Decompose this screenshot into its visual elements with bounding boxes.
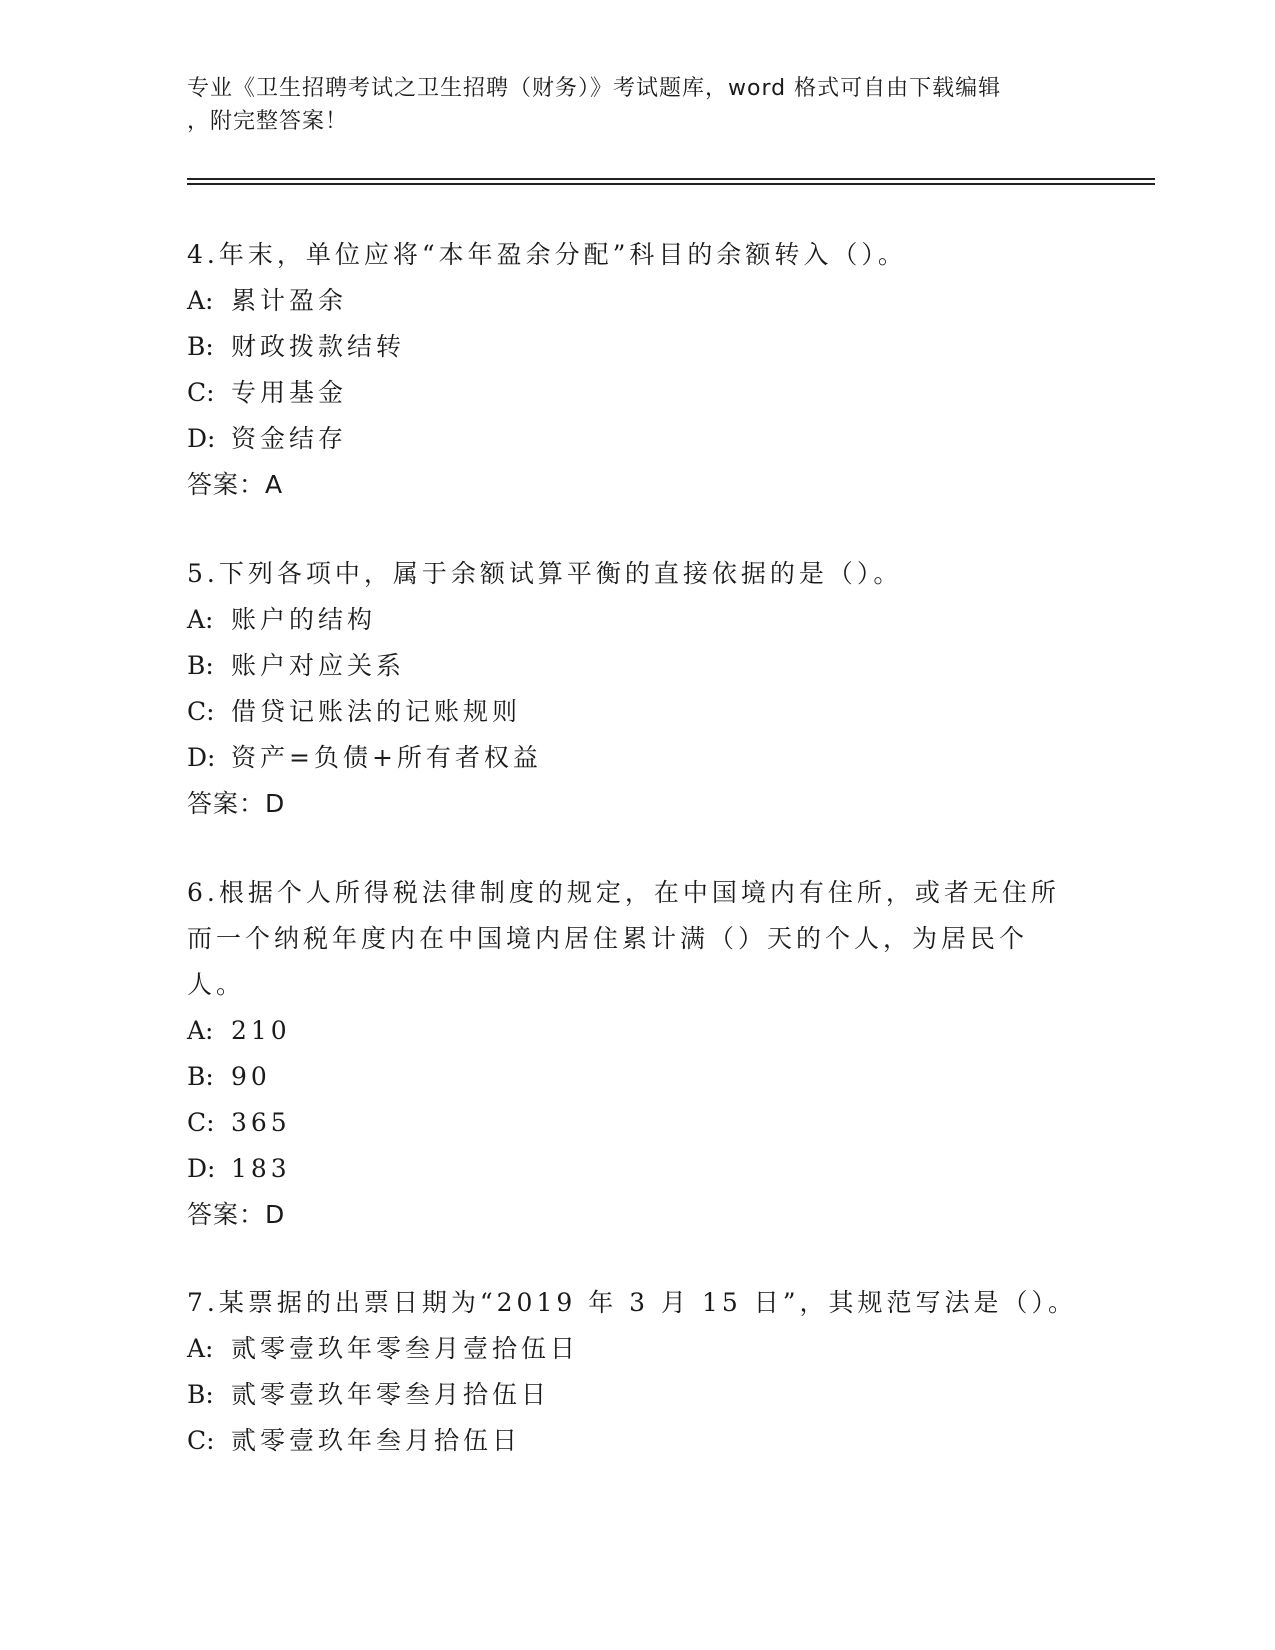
- option-letter: A:: [187, 1334, 214, 1363]
- header-rule-bottom: [187, 183, 1155, 185]
- option-c: [187, 689, 1087, 735]
- option-letter: A:: [187, 605, 214, 634]
- option-text: 贰零壹玖年零叁月拾伍日: [231, 1380, 551, 1409]
- option-c: [187, 1100, 1067, 1146]
- option-letter: C:: [187, 1108, 215, 1137]
- option-text: 累计盈余: [231, 286, 348, 315]
- option-letter: D:: [187, 1154, 216, 1183]
- option-a: [187, 278, 1087, 324]
- question-5: [187, 551, 1087, 827]
- option-letter: A:: [187, 286, 214, 315]
- option-text: 借贷记账法的记账规则: [231, 697, 522, 726]
- option-letter: D:: [187, 743, 216, 772]
- option-c: [187, 370, 1087, 416]
- option-text: 账户对应关系: [231, 651, 406, 680]
- document-header: [187, 72, 1067, 138]
- option-text: 183: [231, 1154, 291, 1183]
- header-line-1: 专业《卫生招聘考试之卫生招聘（财务）》考试题库，word 格式可自由下载编辑: [187, 76, 1002, 101]
- question-stem: 4.年末，单位应将“本年盈余分配”科目的余额转入（）。: [187, 240, 907, 269]
- option-letter: B:: [187, 1380, 214, 1409]
- option-letter: B:: [187, 332, 214, 361]
- header-rule-top: [187, 178, 1155, 180]
- option-b: [187, 1054, 1067, 1100]
- option-a: [187, 1008, 1067, 1054]
- option-text: 365: [231, 1108, 291, 1137]
- answer-line: 答案：D: [187, 1200, 286, 1229]
- option-text: 资金结存: [231, 424, 348, 453]
- question-stem: 7.某票据的出票日期为“2019 年 3 月 15 日”，其规范写法是（）。: [187, 1288, 1077, 1317]
- option-letter: A:: [187, 1016, 214, 1045]
- question-stem: 5.下列各项中，属于余额试算平衡的直接依据的是（）。: [187, 559, 903, 588]
- option-text: 贰零壹玖年叁月拾伍日: [231, 1426, 522, 1455]
- header-line-2: ，附完整答案！: [187, 109, 349, 134]
- option-d: [187, 1146, 1067, 1192]
- option-text: 专用基金: [231, 378, 348, 407]
- option-text: 财政拨款结转: [231, 332, 406, 361]
- option-b: [187, 324, 1087, 370]
- option-d: [187, 416, 1087, 462]
- question-7: [187, 1280, 1087, 1464]
- option-a: [187, 1326, 1087, 1372]
- option-text: 210: [231, 1016, 291, 1045]
- answer-line: 答案：D: [187, 789, 286, 818]
- option-a: [187, 597, 1087, 643]
- option-b: [187, 1372, 1087, 1418]
- option-letter: B:: [187, 651, 214, 680]
- option-text: 账户的结构: [231, 605, 377, 634]
- option-letter: C:: [187, 1426, 215, 1455]
- option-c: [187, 1418, 1087, 1464]
- question-6: [187, 870, 1067, 1238]
- option-letter: C:: [187, 378, 215, 407]
- option-letter: B:: [187, 1062, 214, 1091]
- answer-line: 答案：A: [187, 470, 284, 499]
- option-text: 90: [231, 1062, 271, 1091]
- option-text: 资产=负债+所有者权益: [231, 743, 542, 772]
- option-letter: C:: [187, 697, 215, 726]
- option-letter: D:: [187, 424, 216, 453]
- question-stem: 6.根据个人所得税法律制度的规定，在中国境内有住所，或者无住所而一个纳税年度内在中国境内居住累计满（）天的个人，为居民个人。: [187, 878, 1060, 999]
- question-4: [187, 232, 1087, 508]
- option-text: 贰零壹玖年零叁月壹拾伍日: [231, 1334, 580, 1363]
- option-d: [187, 735, 1087, 781]
- option-b: [187, 643, 1087, 689]
